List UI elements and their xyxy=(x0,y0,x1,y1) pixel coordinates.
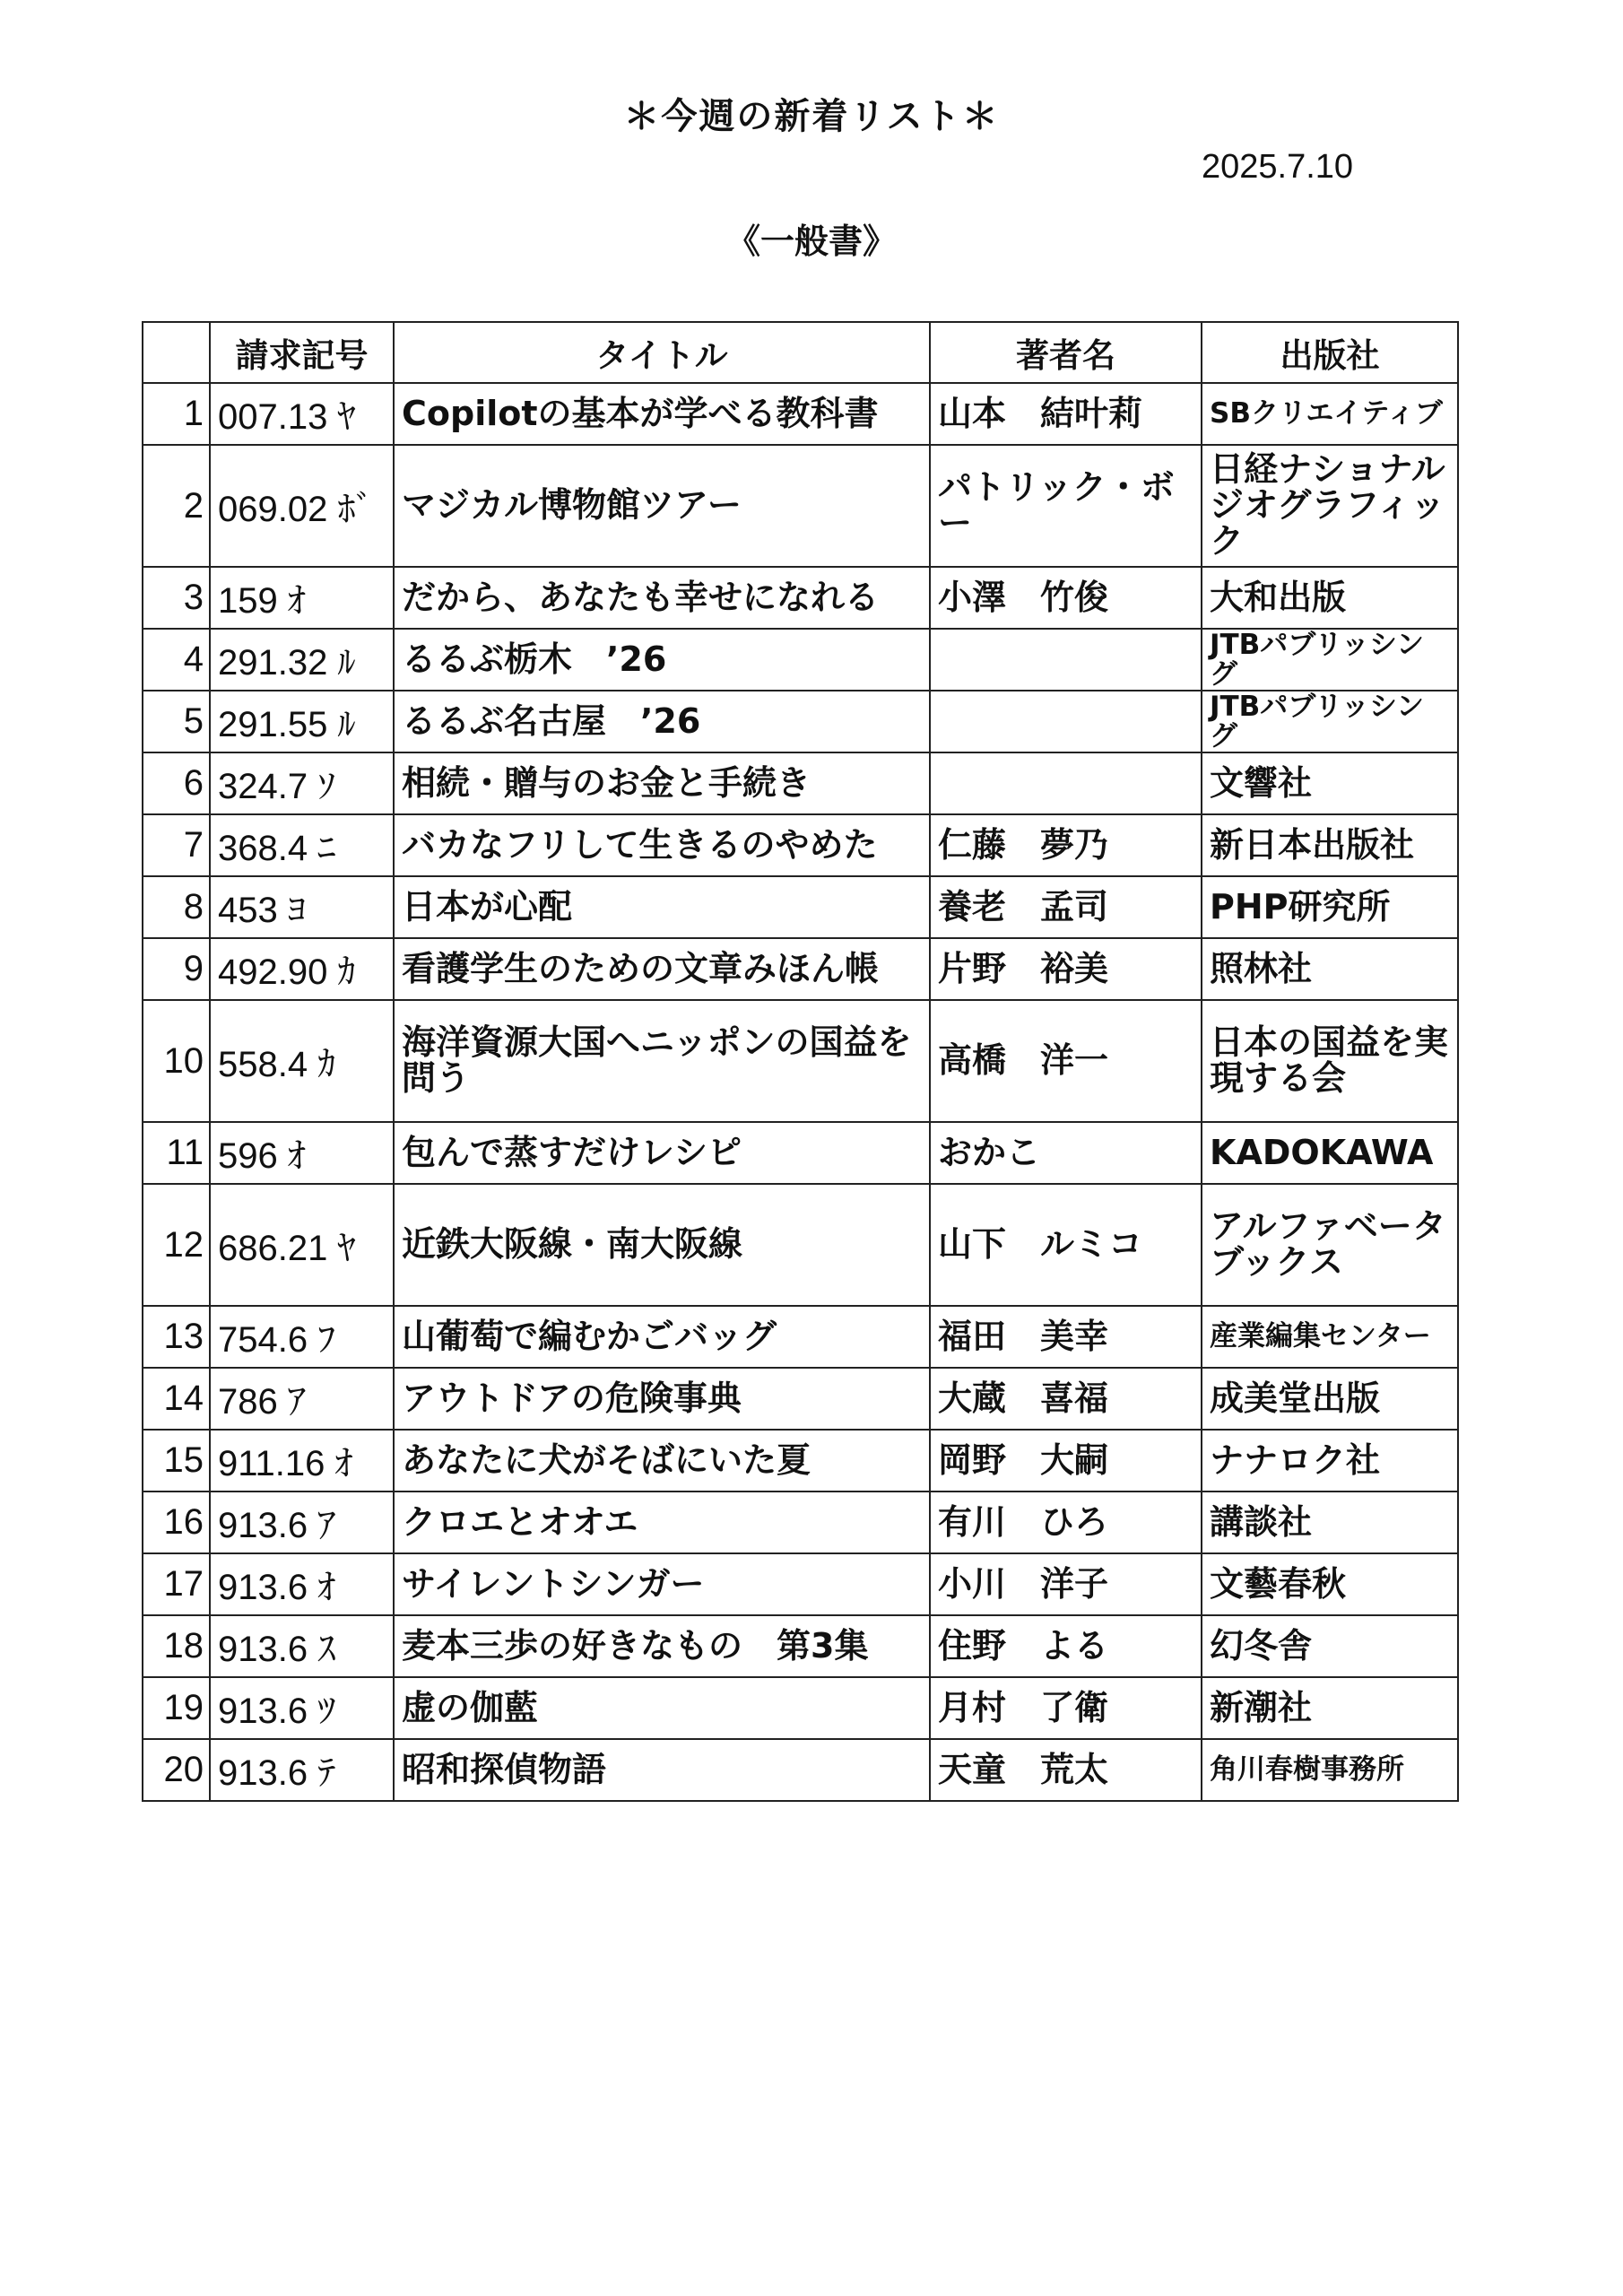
publisher-name: 新潮社 xyxy=(1202,1677,1458,1739)
author-name: 仁藤 夢乃 xyxy=(930,814,1202,876)
row-number: 3 xyxy=(143,567,210,629)
table-row xyxy=(143,1368,1458,1430)
table-row xyxy=(143,1184,1458,1306)
table-row xyxy=(143,1430,1458,1492)
book-title: バカなフリして生きるのやめた xyxy=(394,814,930,876)
table-row xyxy=(143,567,1458,629)
table-row xyxy=(143,1122,1458,1184)
author-name: 天童 荒太 xyxy=(930,1739,1202,1801)
book-title: 看護学生のための文章みほん帳 xyxy=(394,938,930,1000)
table-row xyxy=(143,814,1458,876)
author-name: 福田 美幸 xyxy=(930,1306,1202,1368)
publisher-name: 照林社 xyxy=(1202,938,1458,1000)
publisher-name: 日本の国益を実現する会 xyxy=(1202,1000,1458,1122)
book-title: 麦本三歩の好きなもの 第3集 xyxy=(394,1615,930,1677)
author-name: 小澤 竹俊 xyxy=(930,567,1202,629)
book-title: 相続・贈与のお金と手続き xyxy=(394,752,930,814)
publisher-name: 日経ナショナル ジオグラフィック xyxy=(1202,445,1458,567)
author-name xyxy=(930,752,1202,814)
call-number: 913.6 ｵ xyxy=(210,1553,394,1615)
book-title: クロエとオオエ xyxy=(394,1492,930,1553)
column-header-publisher: 出版社 xyxy=(1202,322,1458,383)
publisher-name: 文藝春秋 xyxy=(1202,1553,1458,1615)
table-row xyxy=(143,876,1458,938)
row-number: 9 xyxy=(143,938,210,1000)
call-number: 913.6 ｽ xyxy=(210,1615,394,1677)
table-header-row xyxy=(143,322,1458,383)
row-number: 16 xyxy=(143,1492,210,1553)
row-number: 2 xyxy=(143,445,210,567)
book-title: アウトドアの危険事典 xyxy=(394,1368,930,1430)
call-number: 069.02 ﾎﾞ xyxy=(210,445,394,567)
book-title: 包んで蒸すだけレシピ xyxy=(394,1122,930,1184)
call-number: 007.13 ﾔ xyxy=(210,383,394,445)
table-row xyxy=(143,1306,1458,1368)
book-title: サイレントシンガー xyxy=(394,1553,930,1615)
table-row xyxy=(143,383,1458,445)
row-number: 5 xyxy=(143,691,210,752)
table-row xyxy=(143,1000,1458,1122)
publisher-name: SBクリエイティブ xyxy=(1202,383,1458,445)
publisher-name: 文響社 xyxy=(1202,752,1458,814)
row-number: 12 xyxy=(143,1184,210,1306)
author-name xyxy=(930,691,1202,752)
column-header-number xyxy=(143,322,210,383)
book-title: 虚の伽藍 xyxy=(394,1677,930,1739)
author-name: おかこ xyxy=(930,1122,1202,1184)
author-name: パトリック・ボー xyxy=(930,445,1202,567)
author-name: 大蔵 喜福 xyxy=(930,1368,1202,1430)
publisher-name: 産業編集センター xyxy=(1202,1306,1458,1368)
publisher-name: 新日本出版社 xyxy=(1202,814,1458,876)
call-number: 911.16 ｵ xyxy=(210,1430,394,1492)
new-arrivals-table xyxy=(142,321,1459,1802)
author-name: 山本 結叶莉 xyxy=(930,383,1202,445)
publisher-name: ナナロク社 xyxy=(1202,1430,1458,1492)
call-number: 291.32 ﾙ xyxy=(210,629,394,691)
book-title: 昭和探偵物語 xyxy=(394,1739,930,1801)
publisher-name: KADOKAWA xyxy=(1202,1122,1458,1184)
row-number: 20 xyxy=(143,1739,210,1801)
author-name: 高橋 洋一 xyxy=(930,1000,1202,1122)
call-number: 558.4 ｶ xyxy=(210,1000,394,1122)
book-title: Copilotの基本が学べる教科書 xyxy=(394,383,930,445)
section-title: 《一般書》 xyxy=(725,222,897,261)
page-title: ＊今週の新着リスト＊ xyxy=(623,96,1000,137)
row-number: 19 xyxy=(143,1677,210,1739)
table-row xyxy=(143,1492,1458,1553)
row-number: 15 xyxy=(143,1430,210,1492)
publisher-name: PHP研究所 xyxy=(1202,876,1458,938)
author-name: 月村 了衛 xyxy=(930,1677,1202,1739)
row-number: 1 xyxy=(143,383,210,445)
issue-date: 2025.7.10 xyxy=(1202,148,1354,186)
call-number: 159 ｵ xyxy=(210,567,394,629)
column-header-author: 著者名 xyxy=(930,322,1202,383)
book-title: 山葡萄で編むかごバッグ xyxy=(394,1306,930,1368)
table-row xyxy=(143,1739,1458,1801)
row-number: 13 xyxy=(143,1306,210,1368)
call-number: 368.4 ﾆ xyxy=(210,814,394,876)
book-title: 日本が心配 xyxy=(394,876,930,938)
publisher-name: アルファベータブックス xyxy=(1202,1184,1458,1306)
book-title: マジカル博物館ツアー xyxy=(394,445,930,567)
call-number: 913.6 ｱ xyxy=(210,1492,394,1553)
call-number: 913.6 ﾂ xyxy=(210,1677,394,1739)
call-number: 492.90 ｶ xyxy=(210,938,394,1000)
table-row xyxy=(143,691,1458,752)
book-title: 海洋資源大国へニッポンの国益を問う xyxy=(394,1000,930,1122)
column-header-title: タイトル xyxy=(394,322,930,383)
table-row xyxy=(143,1677,1458,1739)
call-number: 913.6 ﾃ xyxy=(210,1739,394,1801)
book-title: あなたに犬がそばにいた夏 xyxy=(394,1430,930,1492)
row-number: 18 xyxy=(143,1615,210,1677)
call-number: 786 ｱ xyxy=(210,1368,394,1430)
author-name: 山下 ルミコ xyxy=(930,1184,1202,1306)
author-name: 片野 裕美 xyxy=(930,938,1202,1000)
book-title: だから、あなたも幸せになれる xyxy=(394,567,930,629)
row-number: 4 xyxy=(143,629,210,691)
publisher-name: JTBパブリッシング xyxy=(1202,629,1458,691)
row-number: 14 xyxy=(143,1368,210,1430)
book-title: 近鉄大阪線・南大阪線 xyxy=(394,1184,930,1306)
publisher-name: 講談社 xyxy=(1202,1492,1458,1553)
publisher-name: 大和出版 xyxy=(1202,567,1458,629)
publisher-name: JTBパブリッシング xyxy=(1202,691,1458,752)
table-row xyxy=(143,445,1458,567)
row-number: 7 xyxy=(143,814,210,876)
author-name: 養老 孟司 xyxy=(930,876,1202,938)
row-number: 8 xyxy=(143,876,210,938)
author-name xyxy=(930,629,1202,691)
call-number: 453 ﾖ xyxy=(210,876,394,938)
row-number: 10 xyxy=(143,1000,210,1122)
call-number: 291.55 ﾙ xyxy=(210,691,394,752)
row-number: 6 xyxy=(143,752,210,814)
call-number: 324.7 ｿ xyxy=(210,752,394,814)
book-title: るるぶ栃木 ’26 xyxy=(394,629,930,691)
row-number: 17 xyxy=(143,1553,210,1615)
publisher-name: 成美堂出版 xyxy=(1202,1368,1458,1430)
table-row xyxy=(143,629,1458,691)
publisher-name: 幻冬舎 xyxy=(1202,1615,1458,1677)
author-name: 有川 ひろ xyxy=(930,1492,1202,1553)
author-name: 住野 よる xyxy=(930,1615,1202,1677)
table-row xyxy=(143,1615,1458,1677)
publisher-name: 角川春樹事務所 xyxy=(1202,1739,1458,1801)
column-header-call-number: 請求記号 xyxy=(210,322,394,383)
table-row xyxy=(143,1553,1458,1615)
call-number: 596 ｵ xyxy=(210,1122,394,1184)
call-number: 754.6 ﾌ xyxy=(210,1306,394,1368)
book-title: るるぶ名古屋 ’26 xyxy=(394,691,930,752)
table-row xyxy=(143,938,1458,1000)
author-name: 岡野 大嗣 xyxy=(930,1430,1202,1492)
call-number: 686.21 ﾔ xyxy=(210,1184,394,1306)
row-number: 11 xyxy=(143,1122,210,1184)
author-name: 小川 洋子 xyxy=(930,1553,1202,1615)
table-row xyxy=(143,752,1458,814)
